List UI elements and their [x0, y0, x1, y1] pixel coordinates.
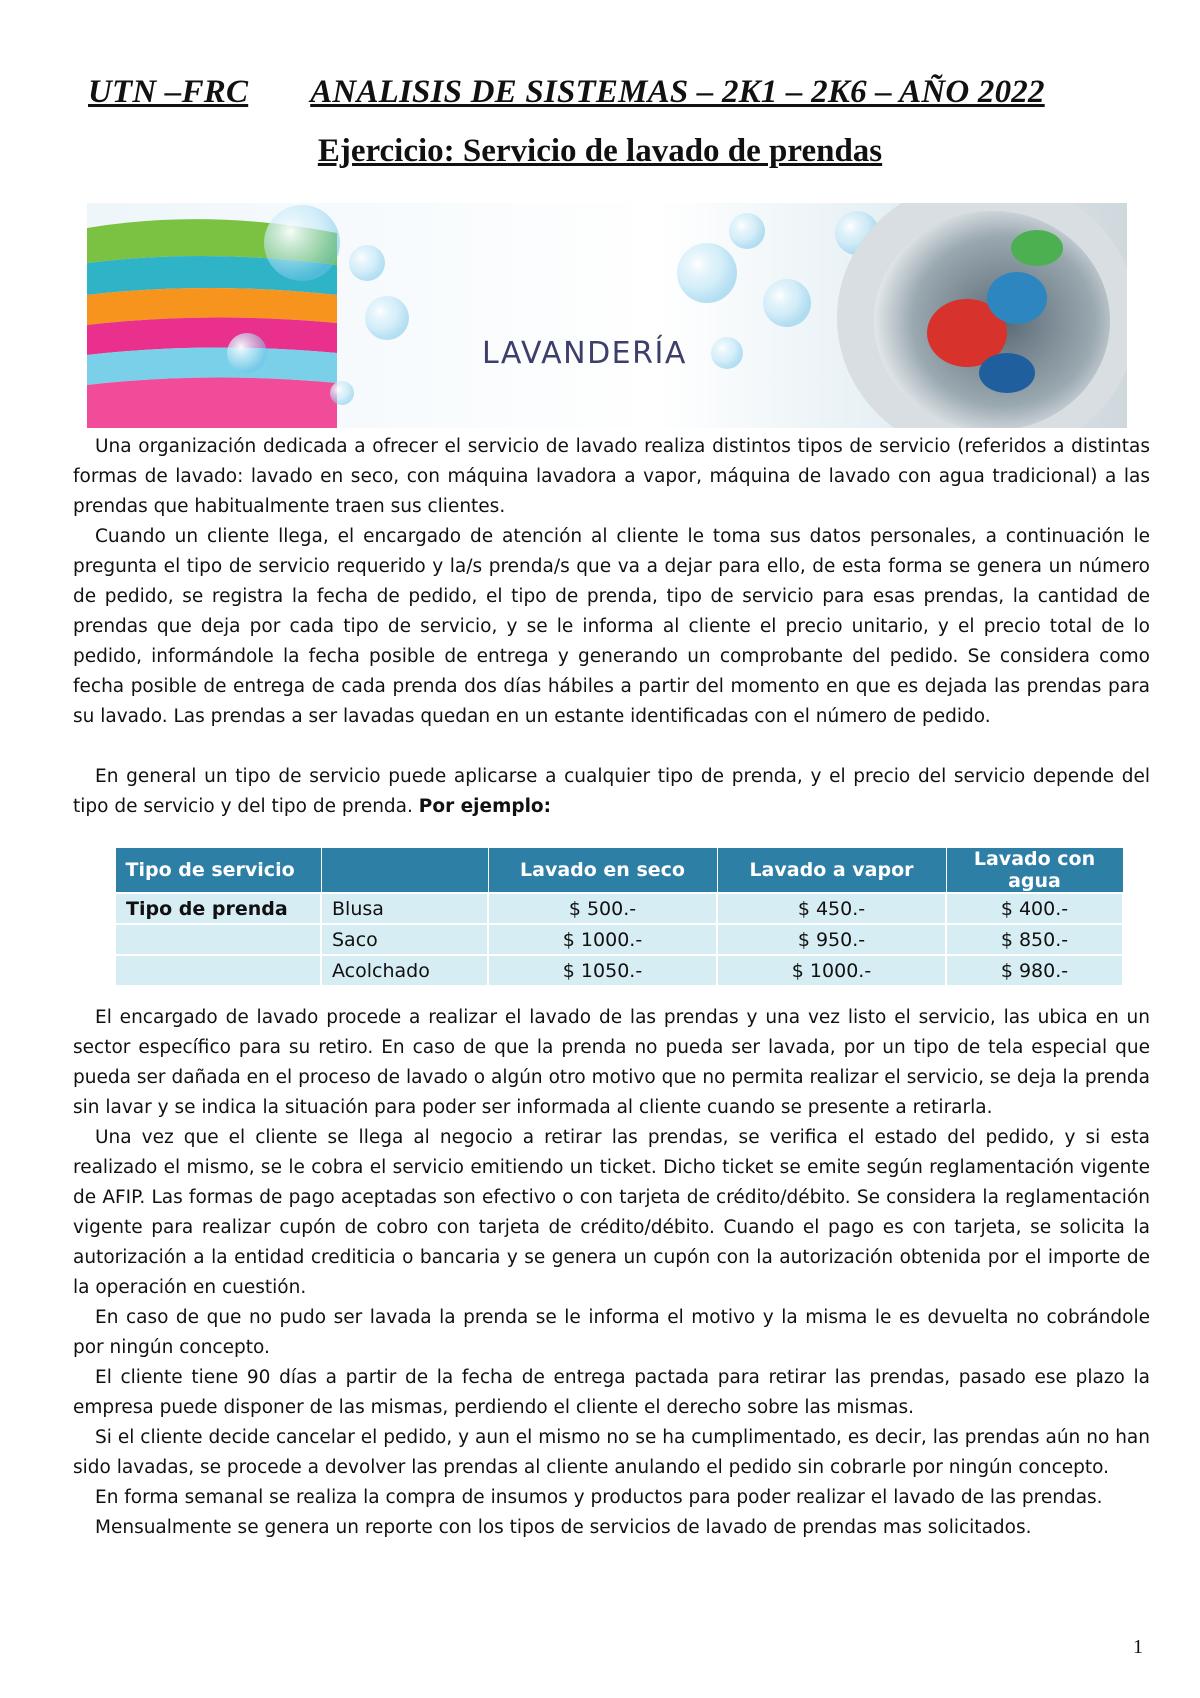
body-paragraph: El encargado de lavado procede a realizar el lavado de las prendas y una vez listo el servicio, las ubica en un sector específico para su retiro. En caso de que la prenda no pueda ser lavada, por un tipo de tela especial que pueda ser dañada en el proceso de lavado o algún otro motivo que no permita realizar el servicio, se deja la prenda sin lavar y se indica la situación para poder ser informada al cliente cuando se presente a retirarla. [73, 1007, 1150, 1118]
price-table [114, 847, 1124, 987]
banner-label: LAVANDERÍA [482, 336, 687, 371]
table-row [115, 893, 1123, 924]
laundry-banner-image [87, 203, 1127, 428]
body-paragraph: Si el cliente decide cancelar el pedido, y aun el mismo no se ha cumplimentado, es decir, las prendas aún no han sido lavadas, se procede a devolver las prendas al cliente anulando el pedido sin cobrarle por ningún concepto. [73, 1427, 1150, 1478]
header-institution: UTN –FRC [88, 74, 249, 110]
table-cell: $ 450.- [717, 893, 946, 924]
body-paragraph: En forma semanal se realiza la compra de insumos y productos para poder realizar el lavado de las prendas. [95, 1487, 1103, 1508]
table-cell: Blusa [321, 893, 488, 924]
table-cell: $ 1050.- [488, 955, 717, 986]
table-cell: $ 1000.- [488, 924, 717, 955]
table-row [115, 955, 1123, 986]
intro-paragraph: Cuando un cliente llega, el encargado de atención al cliente le toma sus datos personales, a continuación le pregunta el tipo de servicio requerido y la/s prenda/s que va a dejar para ello, de esta forma se genera un número de pedido, se registra la fecha de pedido, el tipo de prenda, tipo de servicio para esas prendas, la cantidad de prendas que deja por cada tipo de servicio, y se le informa al cliente el precio unitario, y el precio total de lo pedido, informándole la fecha posible de entrega y generando un comprobante del pedido. Se considera como fecha posible de entrega de cada prenda dos días hábiles a partir del momento en que es dejada las prendas para su lavado. Las prendas a ser lavadas quedan en un estante identificadas con el número de pedido. [73, 526, 1150, 727]
table-cell: $ 980.- [946, 955, 1123, 986]
body-paragraph: Una vez que el cliente se llega al negocio a retirar las prendas, se verifica el estado del pedido, y si esta realizado el mismo, se le cobra el servicio emitiendo un ticket. Dicho ticket se emite según reglamentación vigente de AFIP. Las formas de pago aceptadas son efectivo o con tarjeta de crédito/débito. Se considera la reglamentación vigente para realizar cupón de cobro con tarjeta de crédito/débito. Cuando el pago es con tarjeta, se solicita la autorización a la entidad crediticia o bancaria y se genera un cupón con la autorización obtenida por el importe de la operación en cuestión. [73, 1127, 1150, 1298]
table-cell: $ 400.- [946, 893, 1123, 924]
table-header-cell: Lavado en seco [488, 848, 717, 894]
page-number: 1 [1133, 1636, 1143, 1658]
table-cell: Acolchado [321, 955, 488, 986]
table-cell: $ 850.- [946, 924, 1123, 955]
body-paragraph: El cliente tiene 90 días a partir de la fecha de entrega pactada para retirar las prendas, pasado ese plazo la empresa puede disponer de las mismas, perdiendo el cliente el derecho sobre las mismas. [73, 1367, 1150, 1418]
example-label: Por ejemplo: [418, 796, 552, 817]
table-cell [115, 924, 321, 955]
washing-machine-graphic [837, 203, 1127, 428]
exercise-title: Ejercicio: Servicio de lavado de prendas [317, 133, 883, 169]
intro-paragraph: Una organización dedicada a ofrecer el servicio de lavado realiza distintos tipos de servicio (referidos a distintas formas de lavado: lavado en seco, con máquina lavadora a vapor, máquina de lavado con agua tradicional) a las prendas que habitualmente traen sus clientes. [73, 436, 1150, 517]
table-cell: $ 500.- [488, 893, 717, 924]
intro-section [73, 432, 1150, 822]
table-cell [115, 955, 321, 986]
table-header-cell: Lavado con agua [946, 848, 1123, 894]
table-cell: Saco [321, 924, 488, 955]
document-header [88, 74, 1128, 111]
body-paragraph: Mensualmente se genera un reporte con los tipos de servicios de lavado de prendas mas solicitados. [95, 1517, 1032, 1538]
table-header-cell: Lavado a vapor [717, 848, 946, 894]
body-paragraph: En caso de que no pudo ser lavada la prenda se le informa el motivo y la misma le es devuelta no cobrándole por ningún concepto. [73, 1307, 1150, 1358]
body-section [73, 1003, 1150, 1543]
table-header-cell [321, 848, 488, 894]
pricing-intro-paragraph: En general un tipo de servicio puede aplicarse a cualquier tipo de prenda, y el precio del servicio depende del tipo de servicio y del tipo de prenda. Por ejemplo: [73, 766, 1150, 817]
table-cell: $ 1000.- [717, 955, 946, 986]
table-row [115, 924, 1123, 955]
table-header-row [115, 848, 1123, 894]
header-course: ANALISIS DE SISTEMAS – 2K1 – 2K6 – AÑO 2022 [310, 74, 1045, 110]
table-cell: Tipo de prenda [115, 893, 321, 924]
table-header-cell: Tipo de servicio [115, 848, 321, 894]
table-cell: $ 950.- [717, 924, 946, 955]
